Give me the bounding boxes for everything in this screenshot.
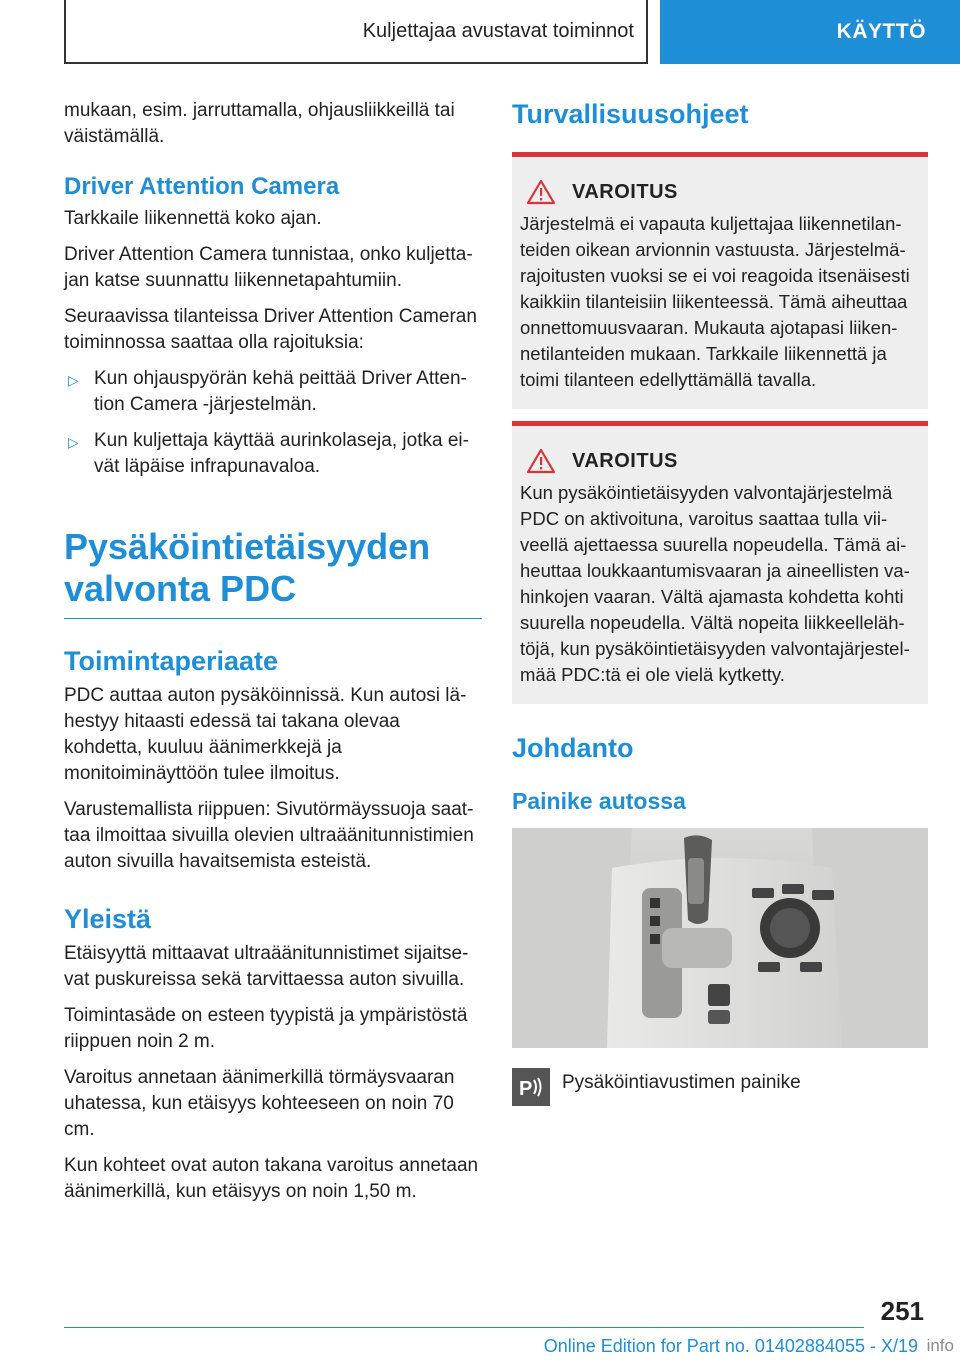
left-column (64, 98, 482, 1215)
warning-box-2 (512, 421, 928, 704)
footer-edition (0, 1336, 960, 1357)
principle-paragraph-2: Varustemallista riippuen: Sivutörmäyssuoja saattaa ilmoittaa sivuilla olevien ultraäänitunnistimien auton sivuilla havaitsemista esteistä. (64, 799, 474, 872)
watermark: info (926, 1336, 954, 1355)
general-paragraph-2: Toimintasäde on esteen tyypistä ja ympäristöstä riippuen noin 2 m. (64, 1005, 468, 1052)
principle-paragraph-1: PDC auttaa auton pysäköinnissä. Kun autosi lähestyy hitaasti edessä tai takana olevaa kohdetta, kuuluu äänimerkkejä ja monitoiminäyttöön tulee ilmoitus. (64, 685, 467, 784)
intro-heading: Johdanto (512, 733, 634, 763)
page-number: 251 (880, 1296, 924, 1326)
footer-edition-text: Online Edition for Part no. 01402884055 - X/19 (543, 1336, 918, 1356)
warning-box-1 (512, 152, 928, 409)
header-section-box (64, 0, 648, 64)
warning-text: Järjestelmä ei vapauta kuljettajaa liikennetilanteiden oikean arvionnin vastuusta. Järjestelmärajoitusten vuoksi se ei voi reagoida itsenäisesti kaikkiin tilanteisiin liikenteessä. Tämä aiheuttaa onnettomuusvaaran. Mukauta ajotapasi liikennetilanteiden mukaan. Tarkkaile liikennettä ja toimi tilanteen edellyttämällä tavalla. (520, 213, 910, 390)
triangle-bullet-icon: ▷ (68, 434, 79, 450)
dac-paragraph-3: Seuraavissa tilanteissa Driver Attention Cameran toiminnossa saattaa olla rajoituksia: (64, 306, 477, 353)
dac-paragraph-1: Tarkkaile liikennettä koko ajan. (64, 208, 322, 229)
caption-row (512, 1068, 928, 1106)
list-item (64, 428, 482, 480)
principle-heading: Toimintaperiaate (64, 646, 279, 676)
general-paragraph-1: Etäisyyttä mittaavat ultraäänitunnistimet sijaitsevat puskureissa sekä tarvittaessa auton sivuilla. (64, 943, 469, 990)
general-paragraph-3: Varoitus annetaan äänimerkillä törmäysvaaran uhatessa, kun etäisyys kohteeseen on noin 70 cm. (64, 1067, 455, 1140)
dac-heading: Driver Attention Camera (64, 173, 340, 200)
dac-limitations-list (64, 366, 482, 480)
warning-title: VAROITUS (572, 180, 678, 203)
parking-assist-button-icon (512, 1068, 550, 1106)
general-heading: Yleistä (64, 904, 152, 934)
list-item-text: Kun ohjauspyörän kehä peittää Driver Attention Camera ‑järjestelmän. (94, 368, 467, 415)
triangle-bullet-icon: ▷ (68, 372, 79, 388)
footer-divider (64, 1327, 864, 1328)
warning-triangle-icon (526, 179, 556, 205)
general-paragraph-4: Kun kohteet ovat auton takana varoitus annetaan äänimerkillä, kun etäisyys on noin 1,50 m. (64, 1155, 479, 1202)
header-tab-label: KÄYTTÖ (836, 20, 926, 43)
center-console-photo (512, 828, 928, 1048)
warning-title: VAROITUS (572, 449, 678, 472)
button-heading: Painike autossa (512, 788, 686, 814)
list-item (64, 366, 482, 418)
right-column (512, 98, 928, 1106)
list-item-text: Kun kuljettaja käyttää aurinkolaseja, jotka eivät läpäise infrapunavaloa. (94, 430, 469, 477)
svg-text:P: P (519, 1078, 533, 1100)
warning-triangle-icon (526, 448, 556, 474)
header-chapter-tab (660, 0, 960, 64)
warning-text: Kun pysäköintietäisyyden valvontajärjestelmä PDC on aktivoituna, varoitus saattaa tulla viiveellä ajettaessa suurella nopeudella. Tämä aiheuttaa loukkaantumisvaaran ja aineellisten vahinkojen vaaran. Vältä ajamasta kohdetta kohti suurella nopeudella. Vältä nopeita liikkeellelähtöjä, kun pysäköintietäisyyden valvontajärjestelmää PDC:tä ei ole vielä kytketty. (520, 482, 910, 685)
safety-heading: Turvallisuusohjeet (512, 99, 749, 129)
button-caption: Pysäköintiavustimen painike (562, 1072, 801, 1093)
intro-paragraph: mukaan, esim. jarruttamalla, ohjausliikkeillä tai väistämällä. (64, 100, 455, 147)
pdc-chapter-title: Pysäköintietäisyyden valvonta PDC (64, 526, 482, 619)
dac-paragraph-2: Driver Attention Camera tunnistaa, onko kuljettajan katse suunnattu liikennetapahtumiin. (64, 244, 473, 291)
header-section-title: Kuljettajaa avustavat toiminnot (362, 19, 634, 42)
